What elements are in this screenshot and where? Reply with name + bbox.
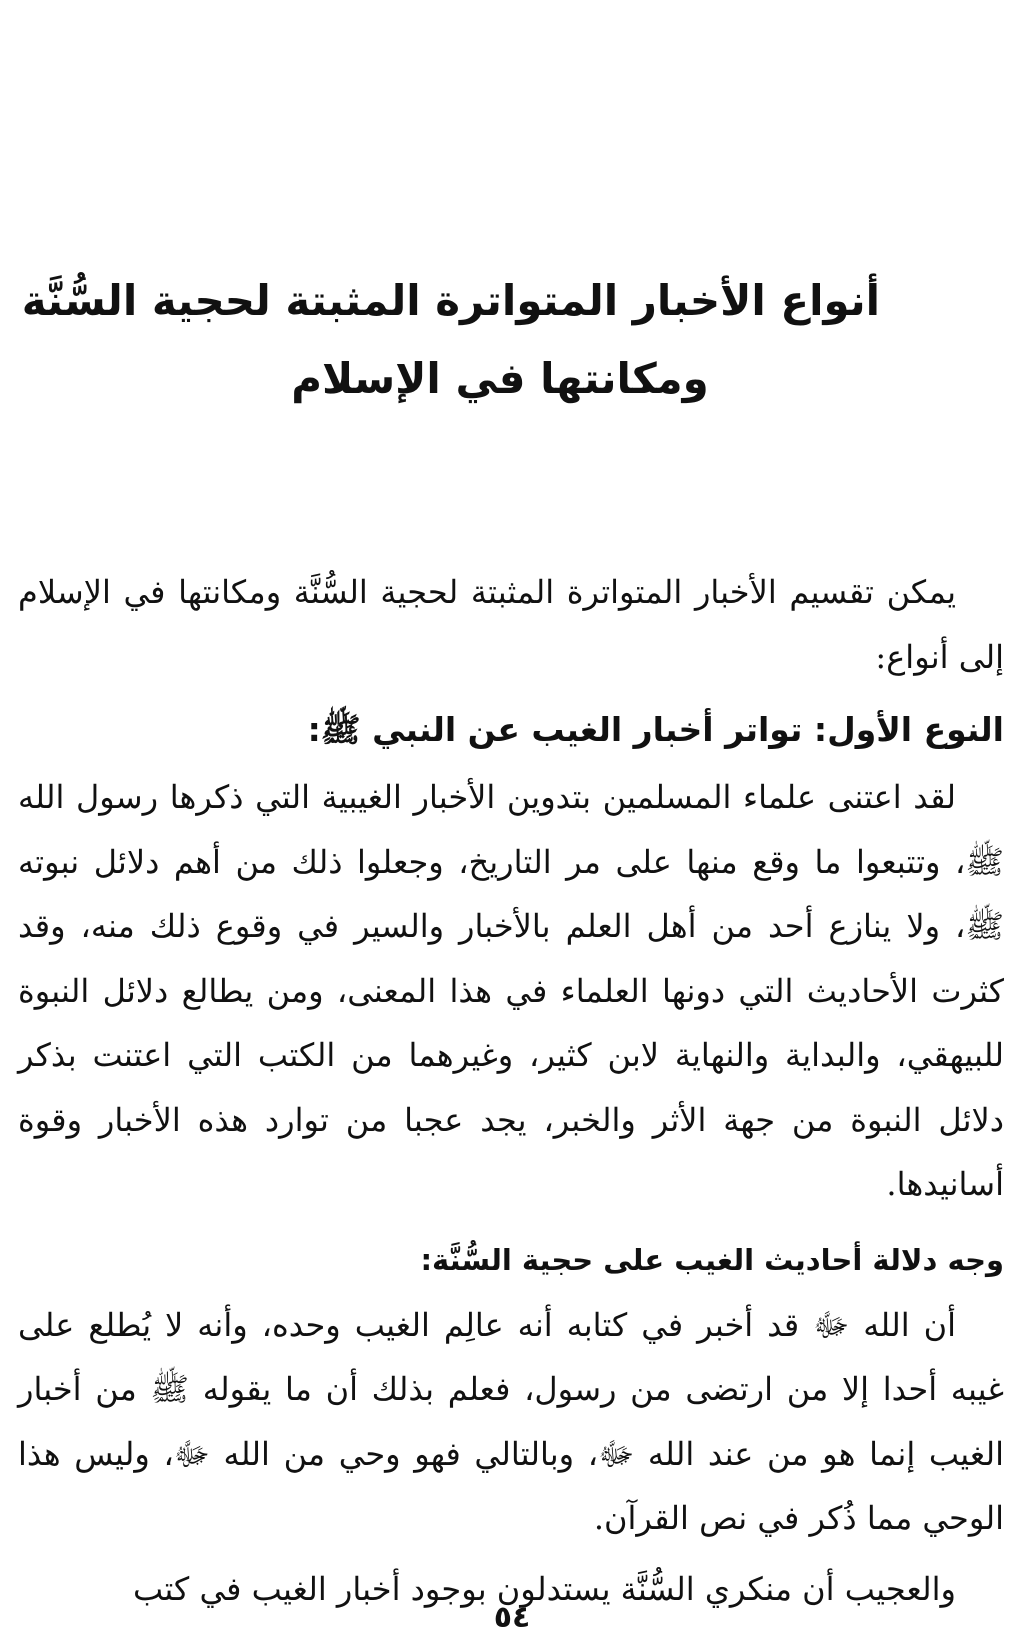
- page-body: [18, 560, 1004, 1621]
- subsection-paragraph: أن الله ﷻ قد أخبر في كتابه أنه عالِم الغيب وحده، وأنه لا يُطلع على غيبه أحدا إلا من ارتضى من رسول، فعلم بذلك أن ما يقوله ﷺ من أخبار الغيب إنما هو من عند الله ﷻ، وبالتالي فهو وحي من الله ﷻ، وليس هذا الوحي مما ذُكر في نص القرآن.: [18, 1305, 1004, 1537]
- section-heading-first-type: النوع الأول: تواتر أخبار الغيب عن النبي ﷺ:: [307, 710, 1004, 749]
- intro-paragraph: يمكن تقسيم الأخبار المتواترة المثبتة لحجية السُّنَّة ومكانتها في الإسلام إلى أنواع:: [18, 573, 1004, 676]
- page-number: ٥٤: [493, 1600, 531, 1635]
- chapter-title-line-1: أنواع الأخبار المتواترة المثبتة لحجية السُّنَّة: [21, 276, 880, 325]
- subsection-heading-evidence: وجه دلالة أحاديث الغيب على حجية السُّنَّة:: [420, 1242, 1004, 1277]
- closing-paragraph: والعجيب أن منكري السُّنَّة يستدلون بوجود أخبار الغيب في كتب: [132, 1569, 956, 1608]
- chapter-title-line-2: ومكانتها في الإسلام: [291, 354, 709, 403]
- section-1-paragraph: لقد اعتنى علماء المسلمين بتدوين الأخبار الغيبية التي ذكرها رسول الله ﷺ، وتتبعوا ما وقع منها على مر التاريخ، وجعلوا ذلك من أهم دلائل نبوته ﷺ، ولا ينازع أحد من أهل العلم بالأخبار والسير في وقوع ذلك منه، وقد كثرت الأحاديث التي دونها العلماء في هذا المعنى، ومن يطالع دلائل النبوة للبيهقي، والبداية والنهاية لابن كثير، وغيرهما من الكتب التي اعتنت بذكر دلائل النبوة من جهة الأثر والخبر، يجد عجبا من توارد هذه الأخبار وقوة أسانيدها.: [18, 778, 1004, 1203]
- chapter-title: [21, 262, 880, 418]
